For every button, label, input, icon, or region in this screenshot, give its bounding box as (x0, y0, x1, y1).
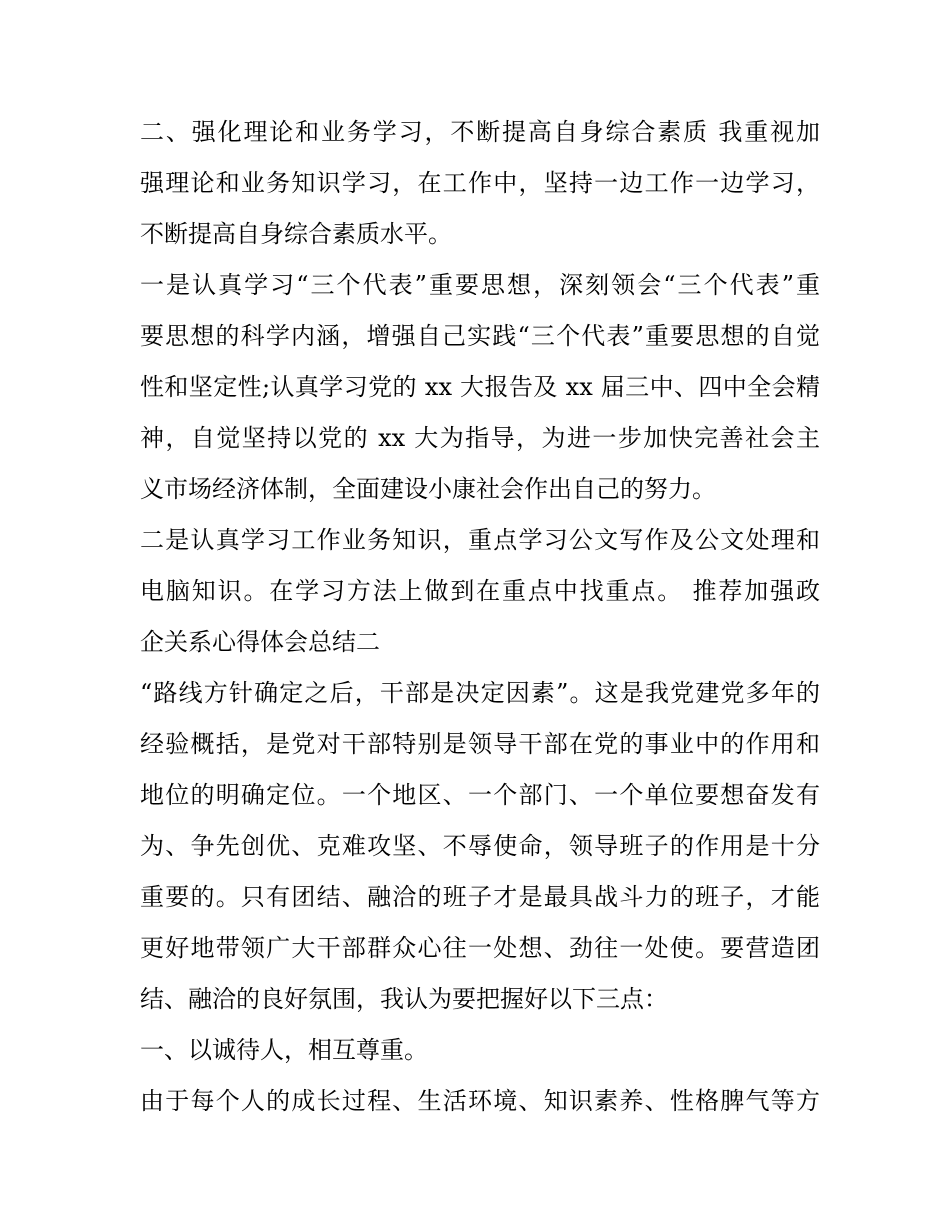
text-line: 神，自觉坚持以党的 xx 大为指导，为进一步加快完善社会主 (140, 424, 820, 452)
text-line: 一、以诚待人，相互尊重。 (140, 1036, 428, 1064)
text-line: 企关系心得体会总结二 (140, 628, 380, 656)
text-line: 为、争先创优、克难攻坚、不辱使命，领导班子的作用是十分 (140, 832, 820, 860)
text-line: 由于每个人的成长过程、生活环境、知识素养、性格脾气等方 (140, 1087, 820, 1115)
text-line: 更好地带领广大干部群众心往一处想、劲往一处使。要营造团 (140, 934, 820, 962)
text-line: 要思想的科学内涵，增强自己实践“三个代表”重要思想的自觉 (140, 322, 820, 350)
text-line: 经验概括，是党对干部特别是领导干部在党的事业中的作用和 (140, 730, 820, 758)
document-body (140, 107, 820, 1127)
text-line: 二是认真学习工作业务知识，重点学习公文写作及公文处理和 (140, 526, 820, 554)
text-line: 不断提高自身综合素质水平。 (140, 220, 452, 248)
text-line: 义市场经济体制，全面建设小康社会作出自己的努力。 (140, 475, 716, 503)
text-line: 重要的。只有团结、融洽的班子才是最具战斗力的班子，才能 (140, 883, 820, 911)
text-line: 强理论和业务知识学习，在工作中，坚持一边工作一边学习， (140, 169, 820, 197)
text-line: 结、融洽的良好氛围，我认为要把握好以下三点： (140, 985, 668, 1013)
text-line: “路线方针确定之后，干部是决定因素”。这是我党建党多年的 (140, 679, 820, 707)
text-line: 一是认真学习“三个代表”重要思想，深刻领会“三个代表”重 (140, 271, 820, 299)
text-line: 性和坚定性;认真学习党的 xx 大报告及 xx 届三中、四中全会精 (140, 373, 820, 401)
text-line: 二、强化理论和业务学习，不断提高自身综合素质 我重视加 (140, 118, 820, 146)
text-line: 电脑知识。在学习方法上做到在重点中找重点。 推荐加强政 (140, 577, 820, 605)
text-line: 地位的明确定位。一个地区、一个部门、一个单位要想奋发有 (140, 781, 820, 809)
